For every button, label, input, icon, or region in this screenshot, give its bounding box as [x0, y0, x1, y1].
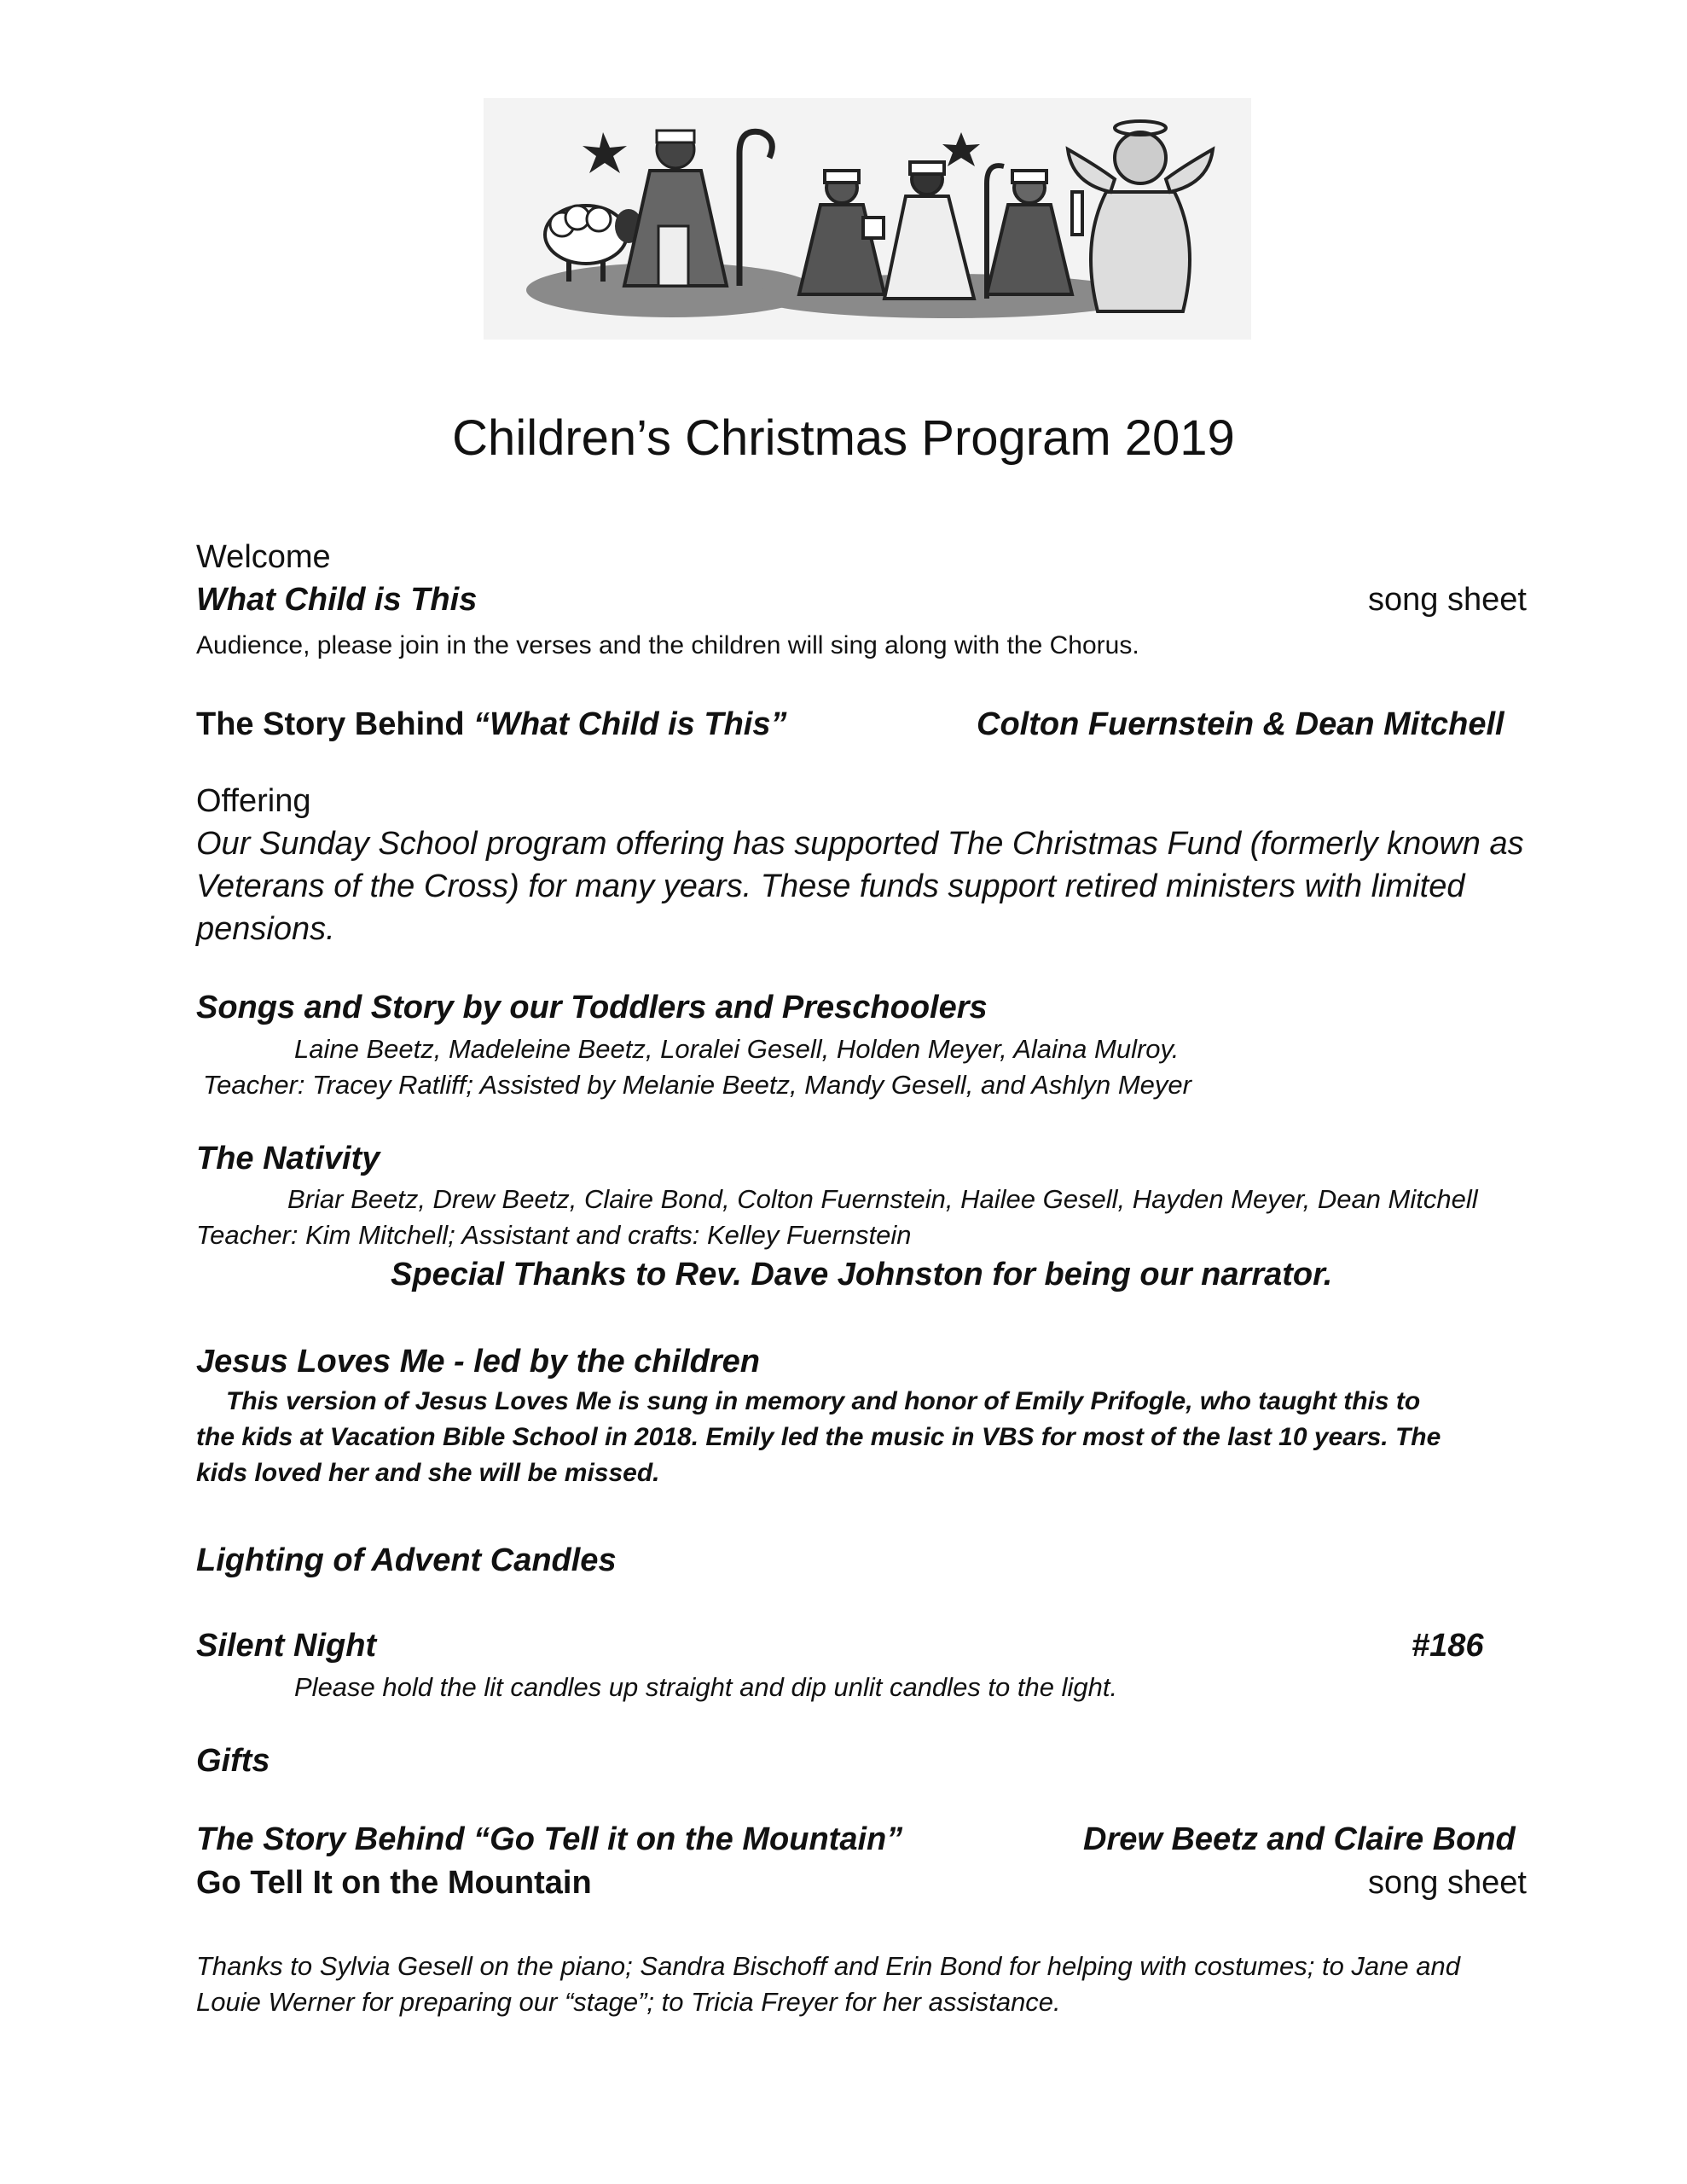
jesus-heading: Jesus Loves Me - led by the children [196, 1344, 760, 1380]
song-ref-go-tell: song sheet [1368, 1865, 1527, 1901]
advent-heading: Lighting of Advent Candles [196, 1542, 617, 1578]
offering-text-3: pensions. [196, 911, 335, 947]
song-ref-what-child: song sheet [1368, 582, 1527, 618]
welcome-label: Welcome [196, 539, 331, 575]
nativity-illustration [484, 98, 1251, 340]
closing-thanks-2: Louie Werner for preparing our “stage”; to Tricia Freyer for her assistance. [196, 1987, 1061, 2017]
offering-heading: Offering [196, 783, 311, 819]
toddlers-heading: Songs and Story by our Toddlers and Preschoolers [196, 990, 988, 1025]
jesus-text-2: the kids at Vacation Bible School in 2018. Emily led the music in VBS for most of the last 10 years. The [196, 1423, 1441, 1451]
story-go-tell: The Story Behind “Go Tell it on the Mountain” [196, 1821, 903, 1857]
story-label-prefix: The Story Behind [196, 706, 474, 742]
story-what-child [196, 706, 786, 743]
song-title-what-child: What Child is This [196, 582, 478, 618]
toddlers-teacher: Teacher: Tracey Ratliff; Assisted by Melanie Beetz, Mandy Gesell, and Ashlyn Meyer [203, 1070, 1191, 1100]
offering-text-1: Our Sunday School program offering has supported The Christmas Fund (formerly known as [196, 826, 1524, 862]
jesus-text-1: This version of Jesus Loves Me is sung in memory and honor of Emily Prifogle, who taught this to [226, 1387, 1421, 1415]
gifts-heading: Gifts [196, 1743, 270, 1779]
story-presenters-2: Drew Beetz and Claire Bond [1083, 1821, 1516, 1857]
narrator-thanks: Special Thanks to Rev. Dave Johnston for being our narrator. [391, 1257, 1333, 1292]
silent-night-ref: #186 [1412, 1628, 1484, 1664]
nativity-heading: The Nativity [196, 1141, 380, 1176]
story-label-title: “What Child is This” [473, 706, 787, 742]
nativity-teacher: Teacher: Kim Mitchell; Assistant and crafts: Kelley Fuernstein [196, 1220, 912, 1250]
jesus-text-3: kids loved her and she will be missed. [196, 1459, 660, 1487]
story-presenters-1: Colton Fuernstein & Dean Mitchell [977, 706, 1504, 742]
audience-note: Audience, please join in the verses and the children will sing along with the Chorus. [196, 631, 1139, 659]
song-title-go-tell: Go Tell It on the Mountain [196, 1865, 592, 1901]
silent-night-title: Silent Night [196, 1628, 377, 1664]
nativity-names: Briar Beetz, Drew Beetz, Claire Bond, Colton Fuernstein, Hailee Gesell, Hayden Meyer, Dean Mitchell [287, 1184, 1478, 1214]
page-title: Children’s Christmas Program 2019 [452, 410, 1235, 466]
closing-thanks-1: Thanks to Sylvia Gesell on the piano; Sandra Bischoff and Erin Bond for helping with costumes; to Jane and [196, 1951, 1460, 1981]
toddlers-names: Laine Beetz, Madeleine Beetz, Loralei Gesell, Holden Meyer, Alaina Mulroy. [294, 1034, 1180, 1064]
candle-note: Please hold the lit candles up straight and dip unlit candles to the light. [294, 1672, 1118, 1702]
offering-text-2: Veterans of the Cross) for many years. These funds support retired ministers with limited [196, 868, 1465, 904]
